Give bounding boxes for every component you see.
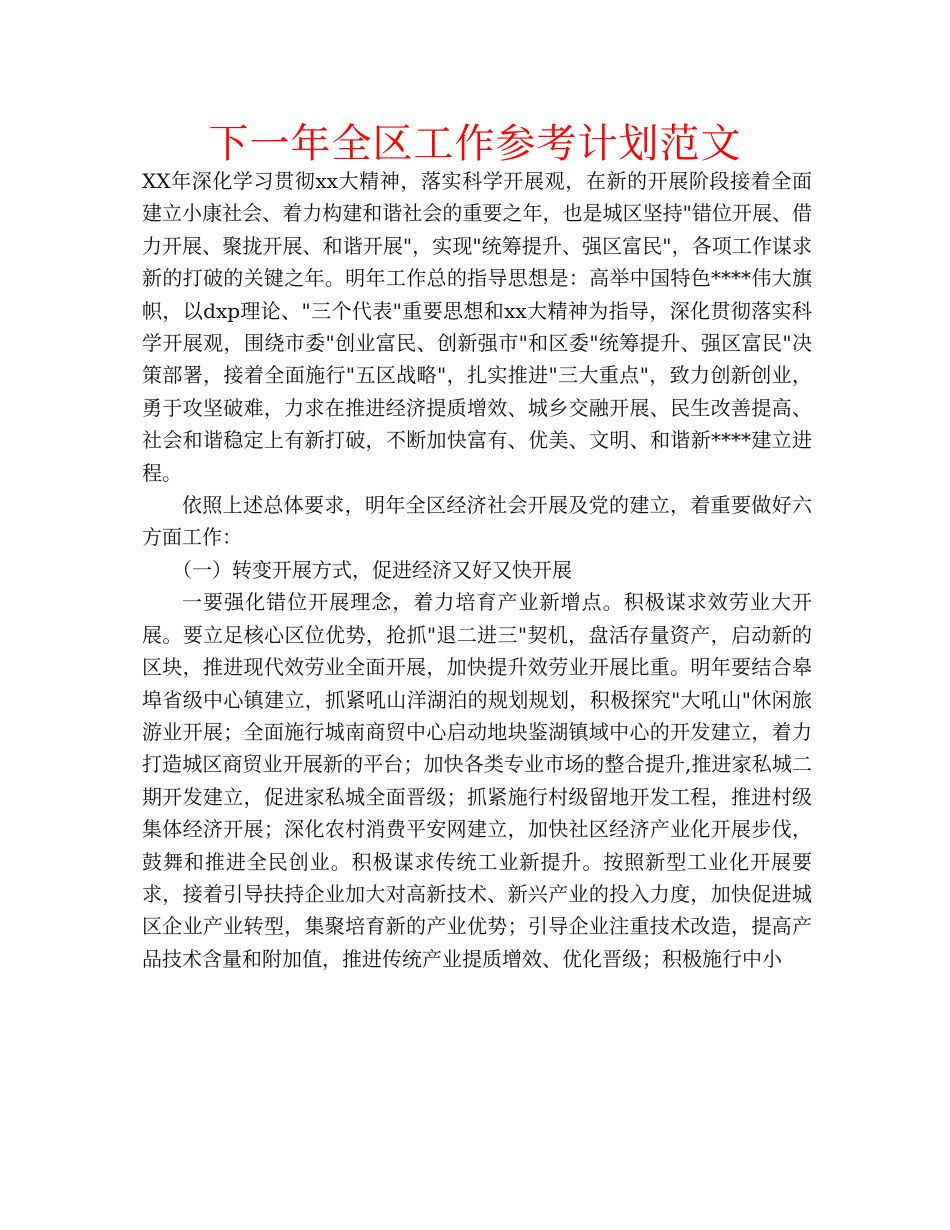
paragraph-intro: XX年深化学习贯彻xx大精神，落实科学开展观，在新的开展阶段接着全面建立小康社会、着力构建和谐社会的重要之年，也是城区坚持"错位开展、借力开展、聚拢开展、和谐开展"，实现"统筹提升、强区富民"，各项工作谋求新的打破的关键之年。明年工作总的指导思想是：高举中国特色****伟大旗帜，以dxp理论、"三个代表"重要思想和xx大精神为指导，深化贯彻落实科学开展观，围绕市委"创业富民、创新强市"和区委"统筹提升、强区富民"决策部署，接着全面施行"五区战略"，扎实推进"三大重点"，致力创新创业，勇于攻坚破难，力求在推进经济提质增效、城乡交融开展、民生改善提高、社会和谐稳定上有新打破，不断加快富有、优美、文明、和谐新****建立进程。 bbox=[142, 169, 812, 485]
section-heading-1: （一）转变开展方式，促进经济又好又快开展 bbox=[172, 557, 572, 582]
paragraph-requirements: 依照上述总体要求，明年全区经济社会开展及党的建立，着重要做好六方面工作： bbox=[142, 493, 812, 550]
document-title: 下一年全区工作参考计划范文 bbox=[208, 121, 742, 167]
document-body bbox=[142, 165, 812, 975]
paragraph-section-1-body: 一要强化错位开展理念，着力培育产业新增点。积极谋求效劳业大开展。要立足核心区位优势，抢抓"退二进三"契机，盘活存量资产，启动新的区块，推进现代效劳业全面开展，加快提升效劳业开展比重。明年要结合皋埠省级中心镇建立，抓紧吼山洋湖泊的规划规划，积极探究"大吼山"休闲旅游业开展；全面施行城南商贸中心启动地块鉴湖镇域中心的开发建立，着力打造城区商贸业开展新的平台；加快各类专业市场的整合提升,推进家私城二期开发建立，促进家私城全面晋级；抓紧施行村级留地开发工程，推进村级集体经济开展；深化农村消费平安网建立，加快社区经济产业化开展步伐，鼓舞和推进全民创业。积极谋求传统工业新提升。按照新型工业化开展要求，接着引导扶持企业加大对高新技术、新兴产业的投入力度，加快促进城区企业产业转型，集聚培育新的产业优势；引导企业注重技术改造，提高产品技术含量和附加值，推进传统产业提质增效、优化晋级；积极施行中小 bbox=[142, 590, 812, 971]
